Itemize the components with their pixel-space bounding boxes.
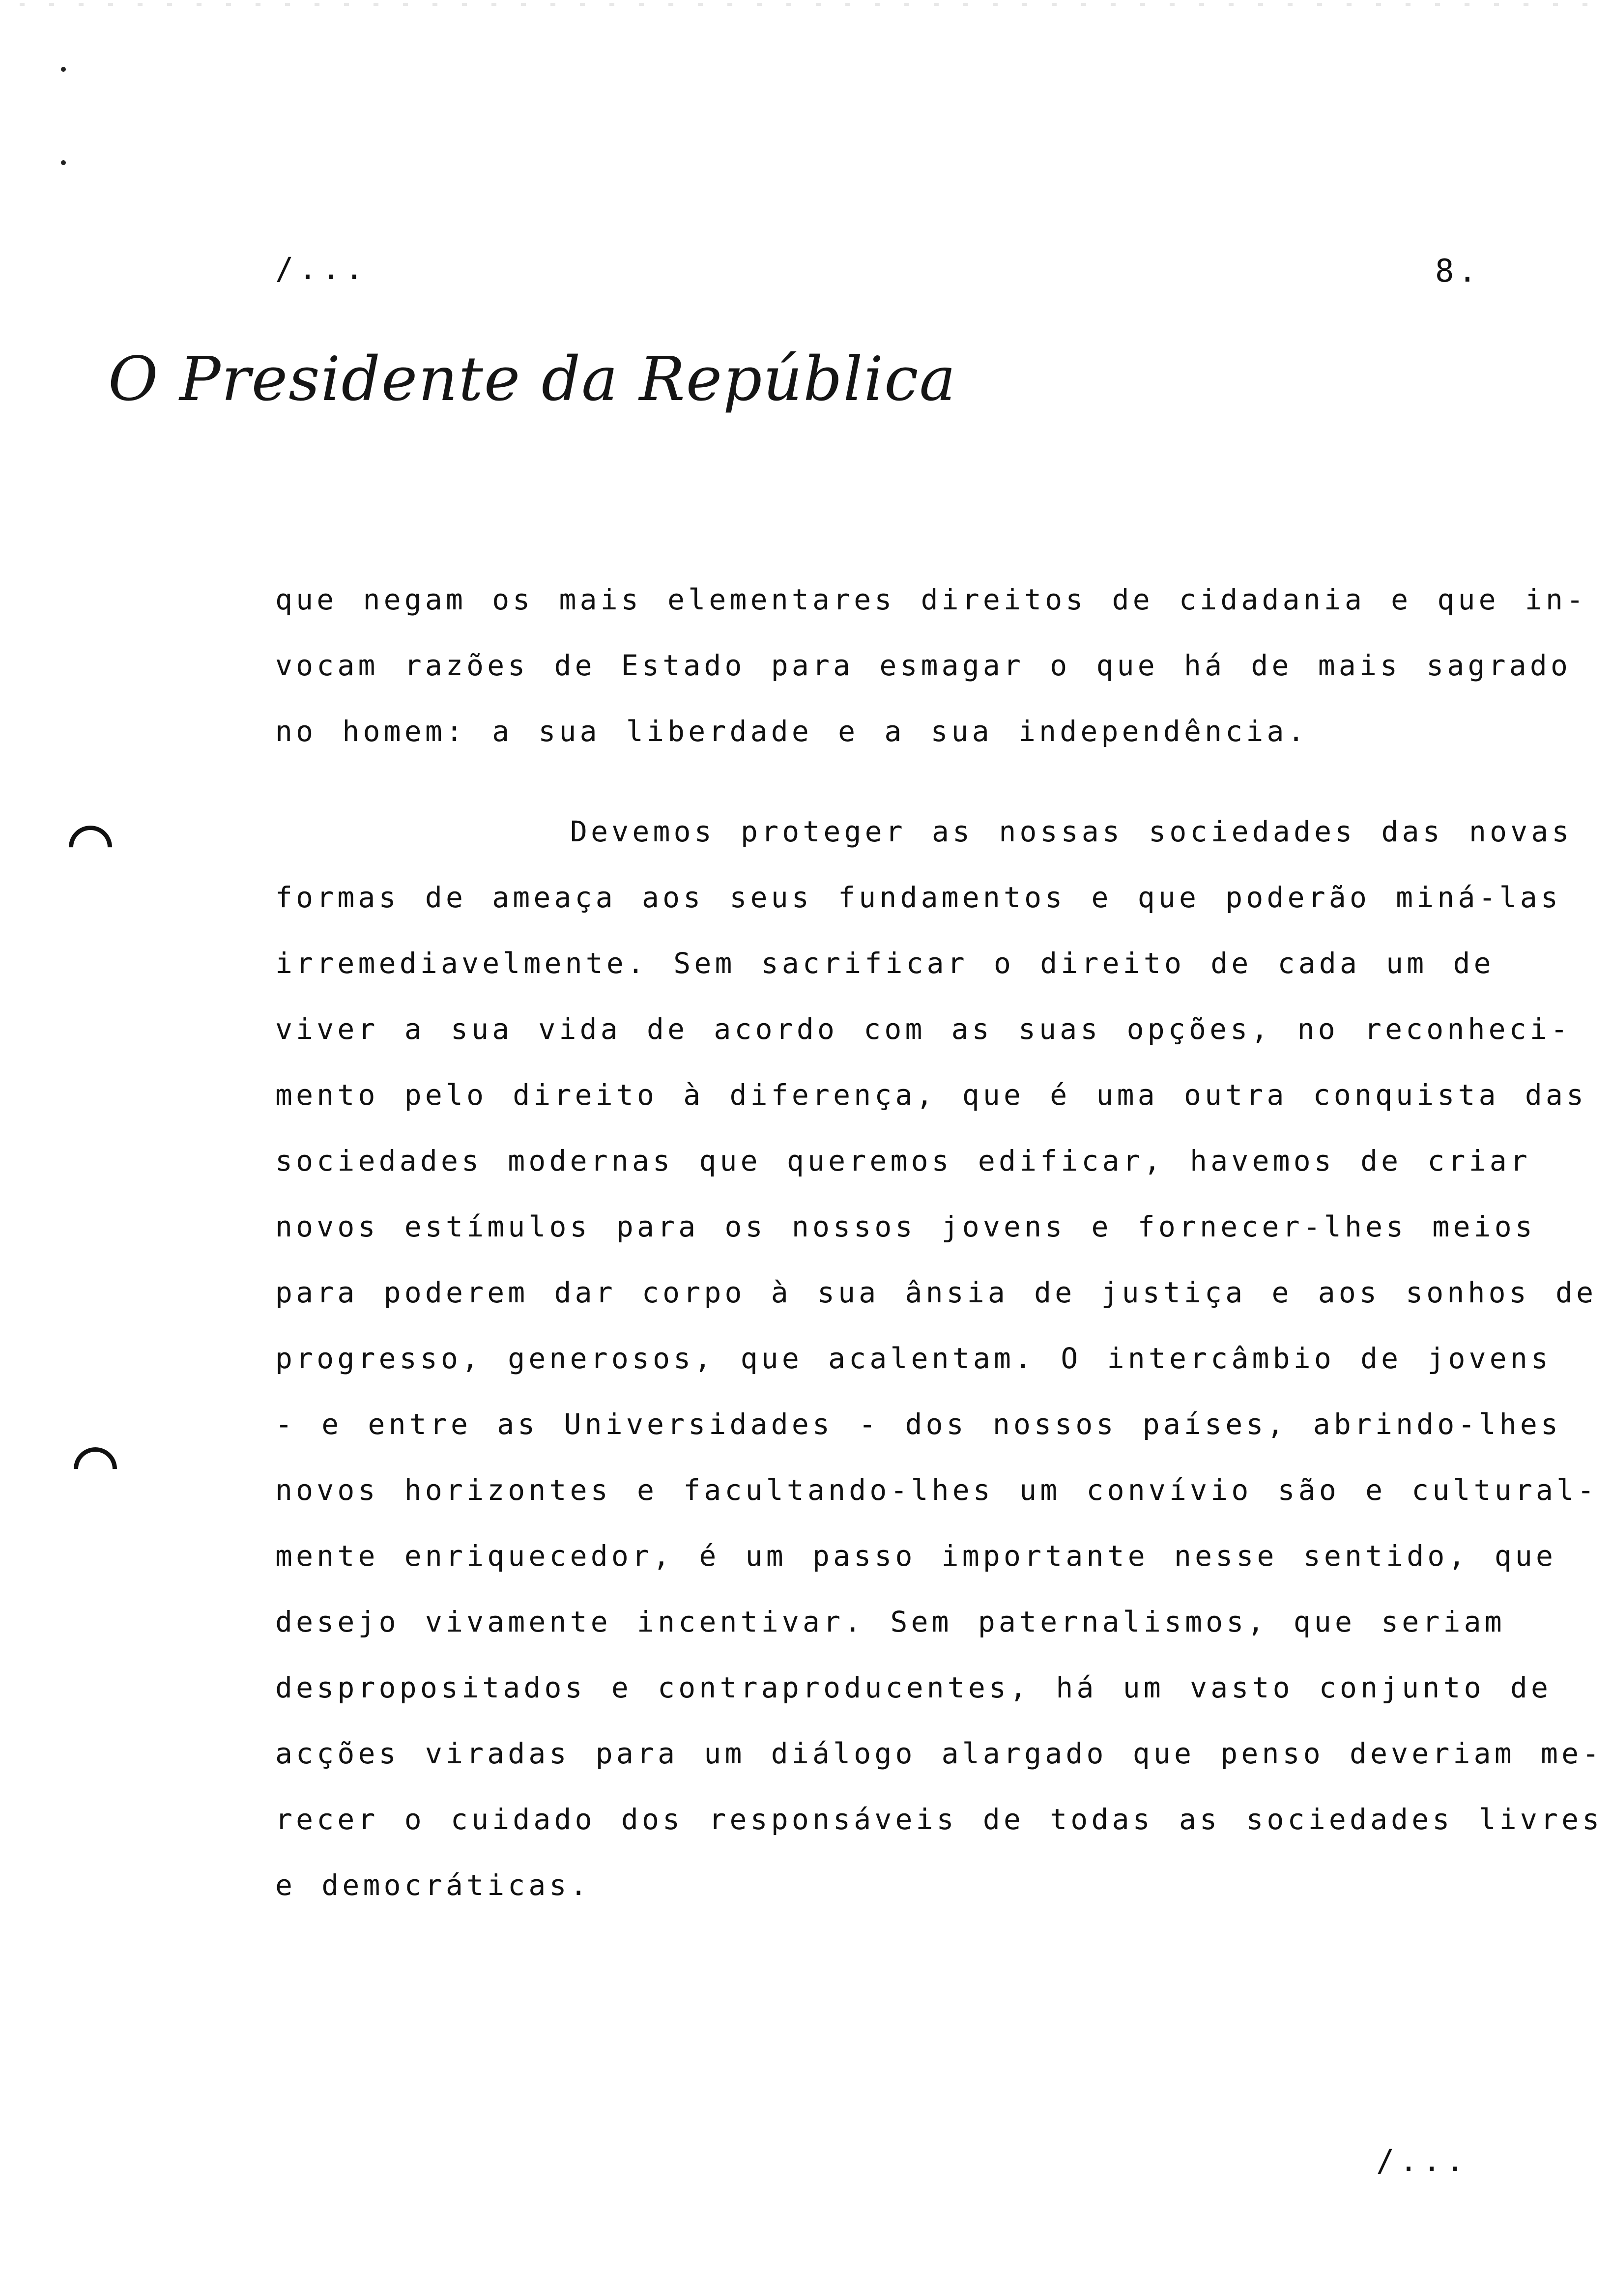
- text-line: novos estímulos para os nossos jovens e fornecer-lhes meios: [275, 1210, 1536, 1243]
- text-line: novos horizontes e facultando-lhes um convívio são e cultural-: [275, 1473, 1598, 1507]
- text-line: Devemos proteger as nossas sociedades das novas: [570, 815, 1573, 848]
- text-line: desejo vivamente incentivar. Sem paternalismos, que seriam: [275, 1605, 1505, 1638]
- margin-dot: [61, 160, 66, 165]
- text-line: sociedades modernas que queremos edificar, havemos de criar: [275, 1144, 1531, 1177]
- text-line: no homem: a sua liberdade e a sua independência.: [275, 715, 1308, 748]
- text-line: que negam os mais elementares direitos de cidadania e que in-: [275, 583, 1587, 616]
- text-line: para poderem dar corpo à sua ânsia de justiça e aos sonhos de: [275, 1276, 1597, 1309]
- text-line: acções viradas para um diálogo alargado que penso deveriam me-: [275, 1737, 1603, 1770]
- text-line: viver a sua vida de acordo com as suas opções, no reconheci-: [275, 1012, 1572, 1046]
- punch-hole-mark: [60, 817, 121, 878]
- text-line: e democráticas.: [275, 1868, 591, 1902]
- paragraph-gap: [275, 777, 1494, 812]
- paragraph: [275, 580, 1587, 777]
- letterhead-title: O Presidente da República: [108, 344, 957, 415]
- punch-hole-mark: [65, 1438, 126, 1499]
- page-number: 8.: [1435, 253, 1481, 289]
- continuation-mark-bottom: /...: [1376, 2143, 1469, 2179]
- text-line: recer o cuidado dos responsáveis de todas as sociedades livres: [275, 1803, 1603, 1836]
- text-line: progresso, generosos, que acalentam. O intercâmbio de jovens: [275, 1342, 1552, 1375]
- text-line: mente enriquecedor, é um passo importante nesse sentido, que: [275, 1539, 1557, 1573]
- text-line: - e entre as Universidades - dos nossos países, abrindo-lhes: [275, 1407, 1562, 1441]
- text-line: vocam razões de Estado para esmagar o que há de mais sagrado: [275, 649, 1572, 682]
- text-line: irremediavelmente. Sem sacrificar o direito de cada um de: [275, 947, 1495, 980]
- margin-dot: [61, 67, 66, 72]
- continuation-mark-top: /...: [275, 251, 369, 287]
- scan-artifact: [20, 3, 1592, 6]
- paragraph: [275, 812, 1603, 1931]
- text-line: mento pelo direito à diferença, que é uma outra conquista das: [275, 1078, 1587, 1112]
- text-line: despropositados e contraproducentes, há um vasto conjunto de: [275, 1671, 1552, 1704]
- body-text: [275, 580, 1603, 1931]
- text-line: formas de ameaça aos seus fundamentos e que poderão miná-las: [275, 881, 1562, 914]
